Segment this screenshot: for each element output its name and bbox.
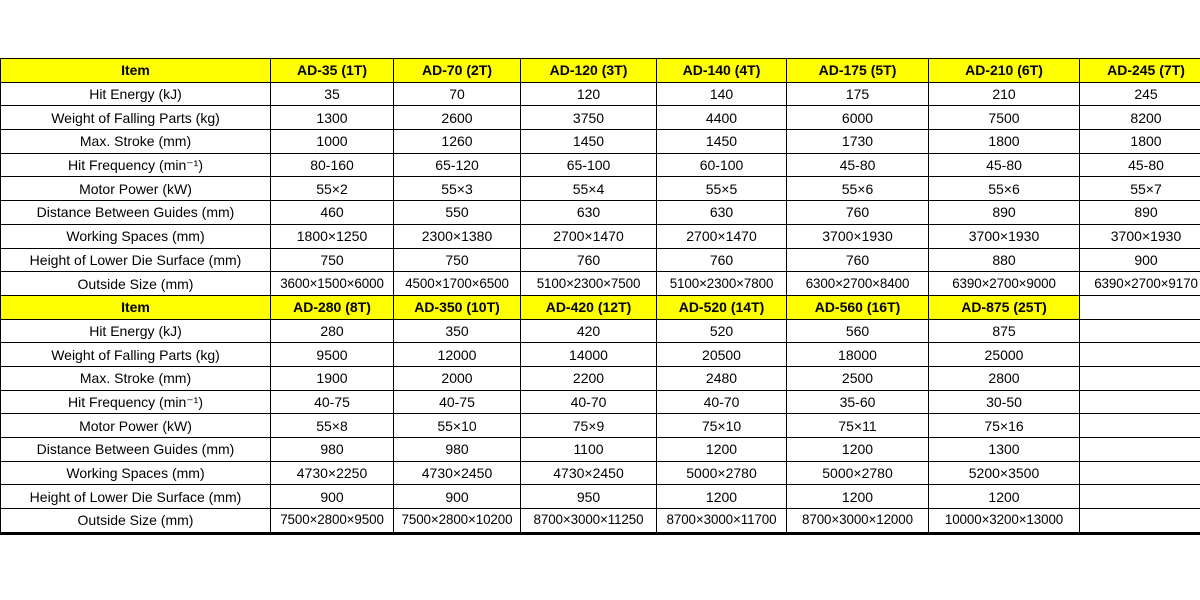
value-cell: 3700×1930 <box>929 224 1080 248</box>
value-cell: 950 <box>521 485 657 509</box>
value-cell: 4500×1700×6500 <box>394 272 521 296</box>
value-cell: 7500×2800×9500 <box>271 509 394 533</box>
header-model-cell: AD-175 (5T) <box>787 59 929 83</box>
value-cell: 75×9 <box>521 414 657 438</box>
row-label: Motor Power (kW) <box>1 414 271 438</box>
value-cell: 460 <box>271 201 394 225</box>
value-cell <box>1080 390 1200 414</box>
value-cell: 40-70 <box>657 390 787 414</box>
value-cell: 245 <box>1080 82 1200 106</box>
header-model-cell: AD-280 (8T) <box>271 295 394 319</box>
row-label: Max. Stroke (mm) <box>1 130 271 154</box>
value-cell: 630 <box>657 201 787 225</box>
value-cell: 45-80 <box>787 153 929 177</box>
header-model-cell: AD-420 (12T) <box>521 295 657 319</box>
value-cell: 760 <box>787 248 929 272</box>
value-cell: 2200 <box>521 366 657 390</box>
value-cell: 45-80 <box>1080 153 1200 177</box>
value-cell: 10000×3200×13000 <box>929 509 1080 533</box>
table-row <box>1 390 1200 414</box>
header-model-cell: AD-875 (25T) <box>929 295 1080 319</box>
value-cell: 350 <box>394 319 521 343</box>
row-label: Distance Between Guides (mm) <box>1 201 271 225</box>
value-cell: 900 <box>1080 248 1200 272</box>
value-cell: 55×7 <box>1080 177 1200 201</box>
value-cell: 5100×2300×7800 <box>657 272 787 296</box>
value-cell: 70 <box>394 82 521 106</box>
value-cell: 890 <box>1080 201 1200 225</box>
row-label: Outside Size (mm) <box>1 272 271 296</box>
table-row <box>1 461 1200 485</box>
value-cell: 560 <box>787 319 929 343</box>
value-cell: 5100×2300×7500 <box>521 272 657 296</box>
value-cell: 1200 <box>787 438 929 462</box>
value-cell: 55×6 <box>787 177 929 201</box>
header-model-cell: AD-350 (10T) <box>394 295 521 319</box>
value-cell: 175 <box>787 82 929 106</box>
value-cell: 6390×2700×9000 <box>929 272 1080 296</box>
table-row <box>1 82 1200 106</box>
table-row <box>1 106 1200 130</box>
value-cell: 55×10 <box>394 414 521 438</box>
value-cell <box>1080 319 1200 343</box>
row-label: Distance Between Guides (mm) <box>1 438 271 462</box>
row-label: Working Spaces (mm) <box>1 224 271 248</box>
table-row <box>1 414 1200 438</box>
value-cell: 1200 <box>657 438 787 462</box>
value-cell <box>1080 414 1200 438</box>
value-cell: 65-100 <box>521 153 657 177</box>
row-label: Hit Energy (kJ) <box>1 319 271 343</box>
value-cell: 45-80 <box>929 153 1080 177</box>
value-cell: 550 <box>394 201 521 225</box>
header-model-cell: AD-210 (6T) <box>929 59 1080 83</box>
value-cell: 1730 <box>787 130 929 154</box>
value-cell: 2600 <box>394 106 521 130</box>
table-row <box>1 509 1200 533</box>
value-cell: 2800 <box>929 366 1080 390</box>
value-cell: 5000×2780 <box>787 461 929 485</box>
header-row <box>1 295 1200 319</box>
header-item-cell: Item <box>1 295 271 319</box>
value-cell: 14000 <box>521 343 657 367</box>
value-cell: 140 <box>657 82 787 106</box>
value-cell: 760 <box>787 201 929 225</box>
row-label: Height of Lower Die Surface (mm) <box>1 485 271 509</box>
value-cell: 280 <box>271 319 394 343</box>
value-cell <box>1080 509 1200 533</box>
value-cell: 1300 <box>929 438 1080 462</box>
row-label: Outside Size (mm) <box>1 509 271 533</box>
value-cell: 12000 <box>394 343 521 367</box>
header-model-cell: AD-140 (4T) <box>657 59 787 83</box>
value-cell <box>1080 438 1200 462</box>
row-label: Hit Frequency (min⁻¹) <box>1 153 271 177</box>
value-cell: 55×2 <box>271 177 394 201</box>
table-row <box>1 248 1200 272</box>
value-cell: 3700×1930 <box>787 224 929 248</box>
value-cell <box>1080 485 1200 509</box>
value-cell: 2700×1470 <box>657 224 787 248</box>
value-cell: 4400 <box>657 106 787 130</box>
value-cell: 2480 <box>657 366 787 390</box>
header-item-cell: Item <box>1 59 271 83</box>
table-row <box>1 201 1200 225</box>
value-cell: 55×6 <box>929 177 1080 201</box>
row-label: Motor Power (kW) <box>1 177 271 201</box>
value-cell: 3700×1930 <box>1080 224 1200 248</box>
value-cell: 2300×1380 <box>394 224 521 248</box>
header-model-cell <box>1080 295 1200 319</box>
value-cell: 1100 <box>521 438 657 462</box>
value-cell: 3750 <box>521 106 657 130</box>
table-row <box>1 153 1200 177</box>
value-cell: 4730×2250 <box>271 461 394 485</box>
header-row <box>1 59 1200 83</box>
value-cell: 55×4 <box>521 177 657 201</box>
value-cell: 1260 <box>394 130 521 154</box>
row-label: Hit Frequency (min⁻¹) <box>1 390 271 414</box>
value-cell: 1200 <box>787 485 929 509</box>
row-label: Working Spaces (mm) <box>1 461 271 485</box>
value-cell: 1800 <box>929 130 1080 154</box>
value-cell: 80-160 <box>271 153 394 177</box>
header-model-cell: AD-120 (3T) <box>521 59 657 83</box>
value-cell: 900 <box>394 485 521 509</box>
table-row <box>1 319 1200 343</box>
table-row <box>1 366 1200 390</box>
value-cell: 2000 <box>394 366 521 390</box>
value-cell: 880 <box>929 248 1080 272</box>
value-cell: 4730×2450 <box>394 461 521 485</box>
value-cell: 40-70 <box>521 390 657 414</box>
header-model-cell: AD-245 (7T) <box>1080 59 1200 83</box>
value-cell: 980 <box>394 438 521 462</box>
value-cell <box>1080 366 1200 390</box>
value-cell: 35 <box>271 82 394 106</box>
value-cell: 1200 <box>657 485 787 509</box>
value-cell: 1900 <box>271 366 394 390</box>
header-model-cell: AD-560 (16T) <box>787 295 929 319</box>
table-row <box>1 177 1200 201</box>
value-cell: 1300 <box>271 106 394 130</box>
value-cell: 6300×2700×8400 <box>787 272 929 296</box>
value-cell: 5000×2780 <box>657 461 787 485</box>
value-cell: 8200 <box>1080 106 1200 130</box>
value-cell: 760 <box>657 248 787 272</box>
value-cell <box>1080 461 1200 485</box>
value-cell: 2700×1470 <box>521 224 657 248</box>
value-cell: 40-75 <box>271 390 394 414</box>
spec-table <box>0 58 1200 533</box>
value-cell: 35-60 <box>787 390 929 414</box>
value-cell: 875 <box>929 319 1080 343</box>
value-cell: 6390×2700×9170 <box>1080 272 1200 296</box>
value-cell: 5200×3500 <box>929 461 1080 485</box>
value-cell: 520 <box>657 319 787 343</box>
value-cell: 980 <box>271 438 394 462</box>
value-cell: 65-120 <box>394 153 521 177</box>
table-row <box>1 438 1200 462</box>
row-label: Max. Stroke (mm) <box>1 366 271 390</box>
table-row <box>1 343 1200 367</box>
value-cell: 630 <box>521 201 657 225</box>
value-cell: 2500 <box>787 366 929 390</box>
value-cell: 40-75 <box>394 390 521 414</box>
spec-table-container <box>0 58 1200 533</box>
value-cell: 1450 <box>657 130 787 154</box>
header-model-cell: AD-520 (14T) <box>657 295 787 319</box>
row-label: Hit Energy (kJ) <box>1 82 271 106</box>
value-cell: 75×10 <box>657 414 787 438</box>
value-cell: 4730×2450 <box>521 461 657 485</box>
header-model-cell: AD-35 (1T) <box>271 59 394 83</box>
value-cell: 3600×1500×6000 <box>271 272 394 296</box>
value-cell: 25000 <box>929 343 1080 367</box>
value-cell: 1800 <box>1080 130 1200 154</box>
value-cell: 60-100 <box>657 153 787 177</box>
value-cell: 6000 <box>787 106 929 130</box>
value-cell: 8700×3000×11700 <box>657 509 787 533</box>
value-cell: 8700×3000×11250 <box>521 509 657 533</box>
value-cell: 420 <box>521 319 657 343</box>
value-cell: 30-50 <box>929 390 1080 414</box>
value-cell: 75×11 <box>787 414 929 438</box>
row-label: Weight of Falling Parts (kg) <box>1 106 271 130</box>
value-cell: 55×3 <box>394 177 521 201</box>
value-cell: 210 <box>929 82 1080 106</box>
value-cell: 55×5 <box>657 177 787 201</box>
value-cell: 1800×1250 <box>271 224 394 248</box>
table-row <box>1 485 1200 509</box>
table-row <box>1 224 1200 248</box>
value-cell: 1000 <box>271 130 394 154</box>
value-cell: 7500×2800×10200 <box>394 509 521 533</box>
value-cell: 1200 <box>929 485 1080 509</box>
value-cell: 750 <box>271 248 394 272</box>
value-cell: 750 <box>394 248 521 272</box>
value-cell: 75×16 <box>929 414 1080 438</box>
value-cell: 55×8 <box>271 414 394 438</box>
value-cell: 8700×3000×12000 <box>787 509 929 533</box>
value-cell: 120 <box>521 82 657 106</box>
value-cell: 890 <box>929 201 1080 225</box>
table-row <box>1 272 1200 296</box>
value-cell: 900 <box>271 485 394 509</box>
value-cell: 7500 <box>929 106 1080 130</box>
bottom-rule <box>0 533 1200 535</box>
value-cell: 1450 <box>521 130 657 154</box>
row-label: Height of Lower Die Surface (mm) <box>1 248 271 272</box>
value-cell: 20500 <box>657 343 787 367</box>
row-label: Weight of Falling Parts (kg) <box>1 343 271 367</box>
table-row <box>1 130 1200 154</box>
header-model-cell: AD-70 (2T) <box>394 59 521 83</box>
value-cell: 18000 <box>787 343 929 367</box>
value-cell: 9500 <box>271 343 394 367</box>
value-cell: 760 <box>521 248 657 272</box>
value-cell <box>1080 343 1200 367</box>
